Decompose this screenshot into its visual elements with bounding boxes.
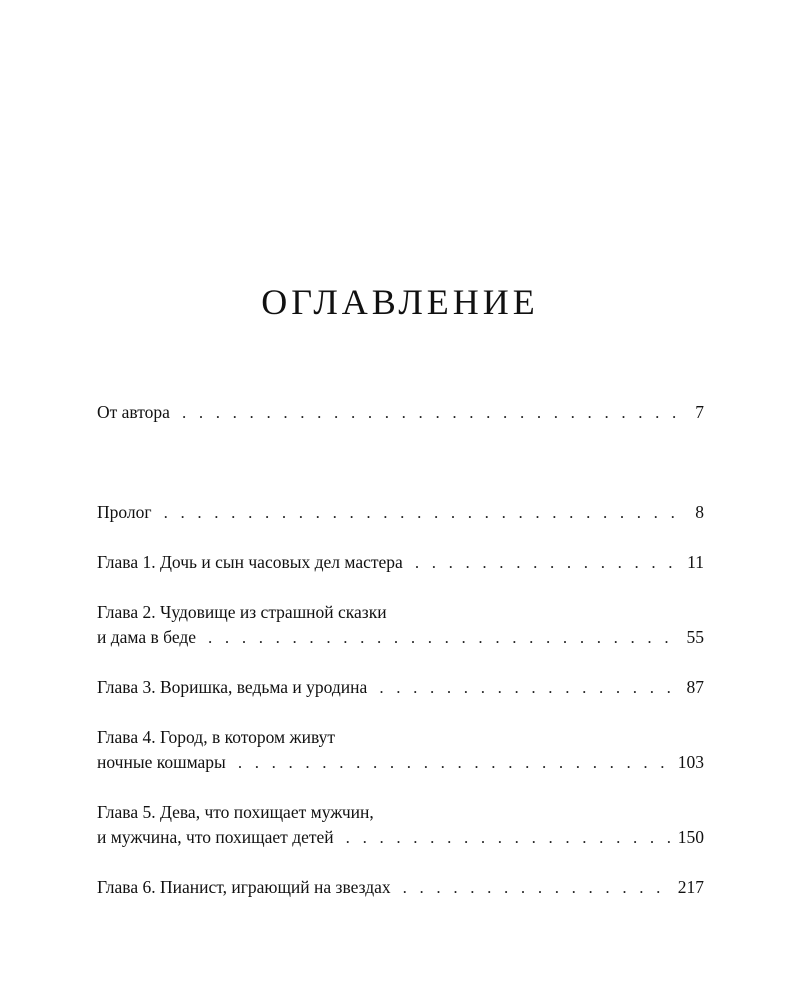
toc-page-number: 217 — [677, 877, 704, 897]
toc-entry-title: Глава 5. Дева, что похищает мужчин, — [97, 802, 374, 822]
toc-entry-title-continuation: и мужчина, что похищает детей — [97, 827, 334, 847]
toc-entry-from-author[interactable] — [97, 400, 704, 425]
dot-leader — [346, 825, 670, 850]
toc-entry-title-continuation: ночные кошмары — [97, 752, 226, 772]
toc-entry-title: Глава 3. Воришка, ведьма и уродина — [97, 677, 368, 697]
toc-entry-title: От автора — [97, 402, 170, 422]
toc-entry-first-line — [97, 600, 704, 625]
dot-leader — [164, 500, 678, 525]
toc-entry-line — [97, 750, 704, 775]
dot-leader — [403, 875, 670, 900]
toc-entry-title-continuation: и дама в беде — [97, 627, 197, 647]
toc-entry-prologue[interactable] — [97, 500, 704, 525]
dot-leader — [415, 550, 678, 575]
toc-entry-first-line — [97, 800, 704, 825]
toc-page-number: 150 — [677, 827, 704, 847]
toc-entry-chapter-1[interactable] — [97, 550, 704, 575]
toc-entry-title: Глава 4. Город, в котором живут — [97, 727, 336, 747]
page-title: ОГЛАВЛЕНИЕ — [261, 282, 539, 322]
toc-entry-chapter-4[interactable] — [97, 725, 704, 775]
toc-page-number: 11 — [687, 552, 704, 572]
toc-entry-title: Глава 2. Чудовище из страшной сказки — [97, 602, 387, 622]
toc-entry-line — [97, 550, 704, 575]
toc-page-number: 7 — [695, 402, 704, 422]
toc-page-number: 8 — [695, 502, 704, 522]
toc-entry-title: Глава 6. Пианист, играющий на звездах — [97, 877, 391, 897]
toc-entry-title: Глава 1. Дочь и сын часовых дел мастера — [97, 552, 403, 572]
toc-entry-chapter-2[interactable] — [97, 600, 704, 650]
dot-leader — [379, 675, 678, 700]
toc-entry-chapter-3[interactable] — [97, 675, 704, 700]
toc-entry-chapter-6[interactable] — [97, 875, 704, 900]
toc-entry-first-line — [97, 725, 704, 750]
toc-page-number: 103 — [677, 752, 704, 772]
toc-entry-line — [97, 825, 704, 850]
toc-entry-title: Пролог — [97, 502, 152, 522]
toc-entry-line — [97, 875, 704, 900]
toc-entry-chapter-5[interactable] — [97, 800, 704, 850]
toc-entry-line — [97, 400, 704, 425]
toc-page-number: 55 — [686, 627, 704, 647]
dot-leader — [182, 400, 678, 425]
toc-entry-line — [97, 625, 704, 650]
dot-leader — [238, 750, 670, 775]
toc-entry-line — [97, 500, 704, 525]
toc-entry-line — [97, 675, 704, 700]
toc-page-number: 87 — [686, 677, 704, 697]
dot-leader — [208, 625, 678, 650]
